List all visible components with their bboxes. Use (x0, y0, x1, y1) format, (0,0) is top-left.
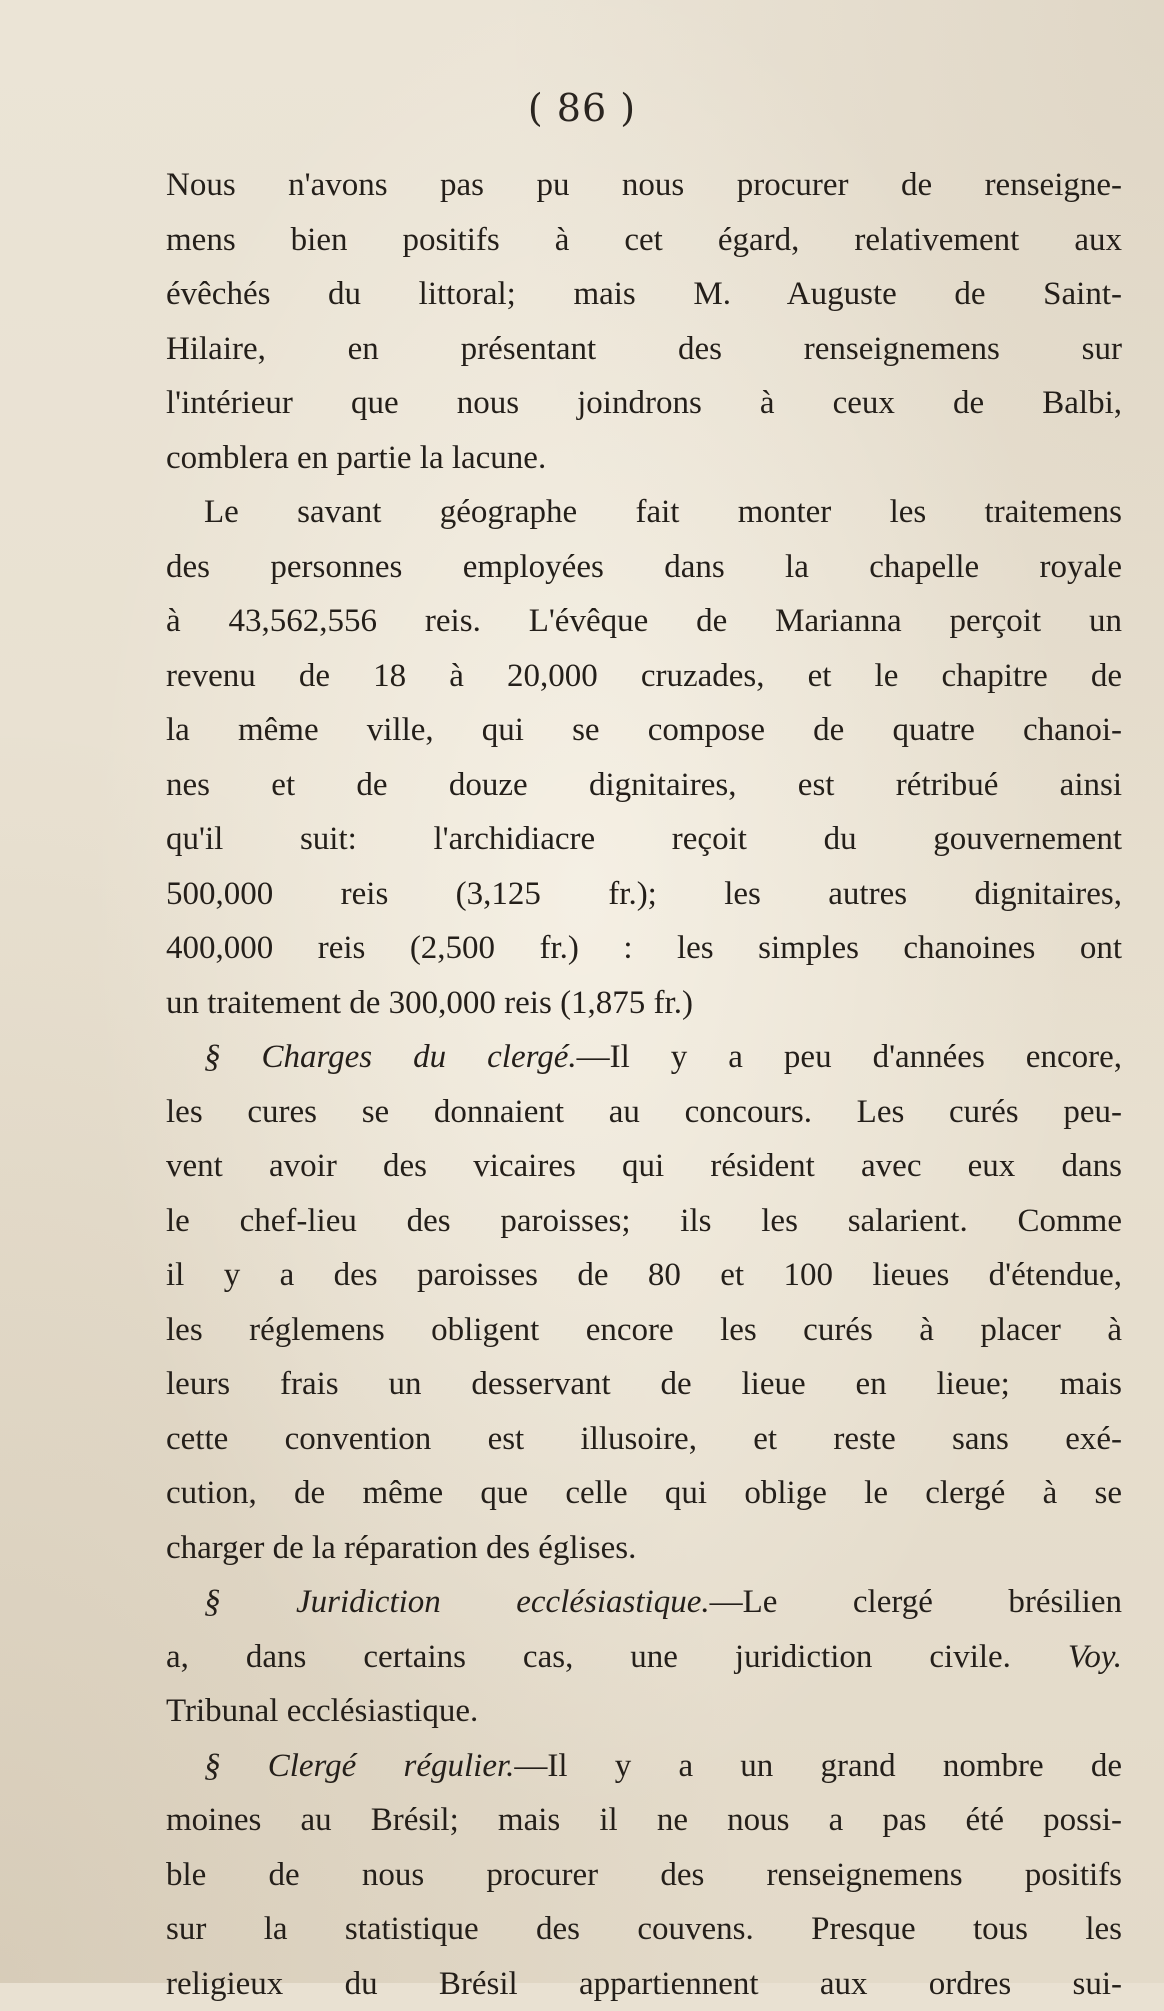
paragraph-3 (166, 1030, 1122, 1575)
text-line: 400,000 reis (2,500 fr.) : les simples chanoines ont (166, 921, 1122, 976)
text-line: les réglemens obligent encore les curés à placer à (166, 1303, 1122, 1358)
text-line: cution, de même que celle qui oblige le clergé à se (166, 1466, 1122, 1521)
paragraph-5 (166, 1739, 1122, 2011)
paragraph-1 (166, 158, 1122, 485)
section-heading-clerge-regulier: § Clergé régulier. (204, 1748, 514, 1784)
text-run: —Le clergé brésilien (710, 1584, 1122, 1620)
text-line: charger de la réparation des églises. (166, 1521, 1122, 1576)
text-run: —Il y a peu d'années encore, (577, 1039, 1122, 1075)
text-line: évêchés du littoral; mais M. Auguste de Saint- (166, 267, 1122, 322)
text-line: l'intérieur que nous joindrons à ceux de Balbi, (166, 376, 1122, 431)
body-text (166, 158, 1122, 2011)
text-line: il y a des paroisses de 80 et 100 lieues d'étendue, (166, 1248, 1122, 1303)
text-line: les cures se donnaient au concours. Les curés peu- (166, 1085, 1122, 1140)
text-line: à 43,562,556 reis. L'évêque de Marianna perçoit un (166, 594, 1122, 649)
text-line: mens bien positifs à cet égard, relativement aux (166, 213, 1122, 268)
text-line: Nous n'avons pas pu nous procurer de renseigne- (166, 158, 1122, 213)
text-line: vent avoir des vicaires qui résident avec eux dans (166, 1139, 1122, 1194)
section-heading-charges: § Charges du clergé. (204, 1039, 577, 1075)
text-line (166, 1575, 1122, 1630)
text-line: le chef-lieu des paroisses; ils les salarient. Comme (166, 1194, 1122, 1249)
text-line: leurs frais un desservant de lieue en lieue; mais (166, 1357, 1122, 1412)
text-line: nes et de douze dignitaires, est rétribué ainsi (166, 758, 1122, 813)
text-line: Le savant géographe fait monter les traitemens (166, 485, 1122, 540)
text-line (166, 1739, 1122, 1794)
text-line: 500,000 reis (3,125 fr.); les autres dignitaires, (166, 867, 1122, 922)
text-line: Hilaire, en présentant des renseignemens sur (166, 322, 1122, 377)
text-line: Tribunal ecclésiastique. (166, 1684, 1122, 1739)
text-line: revenu de 18 à 20,000 cruzades, et le chapitre de (166, 649, 1122, 704)
text-line: moines au Brésil; mais il ne nous a pas été possi- (166, 1793, 1122, 1848)
text-run: a, dans certains cas, une juridiction civile. (166, 1639, 1068, 1675)
text-line (166, 1630, 1122, 1685)
page-number: ( 86 ) (0, 86, 1164, 130)
text-line: un traitement de 300,000 reis (1,875 fr.) (166, 976, 1122, 1031)
text-run: —Il y a un grand nombre de (514, 1748, 1122, 1784)
text-line: des personnes employées dans la chapelle royale (166, 540, 1122, 595)
text-line: comblera en partie la lacune. (166, 431, 1122, 486)
text-line: sur la statistique des couvens. Presque tous les (166, 1902, 1122, 1957)
cross-reference: Voy. (1068, 1639, 1122, 1675)
section-heading-juridiction: § Juridiction ecclésiastique. (204, 1584, 710, 1620)
text-line: religieux du Brésil appartiennent aux ordres sui- (166, 1957, 1122, 2011)
paragraph-4 (166, 1575, 1122, 1739)
text-line (166, 1030, 1122, 1085)
text-line: la même ville, qui se compose de quatre chanoi- (166, 703, 1122, 758)
text-line: cette convention est illusoire, et reste sans exé- (166, 1412, 1122, 1467)
text-line: ble de nous procurer des renseignemens positifs (166, 1848, 1122, 1903)
text-line: qu'il suit: l'archidiacre reçoit du gouvernement (166, 812, 1122, 867)
paragraph-2 (166, 485, 1122, 1030)
